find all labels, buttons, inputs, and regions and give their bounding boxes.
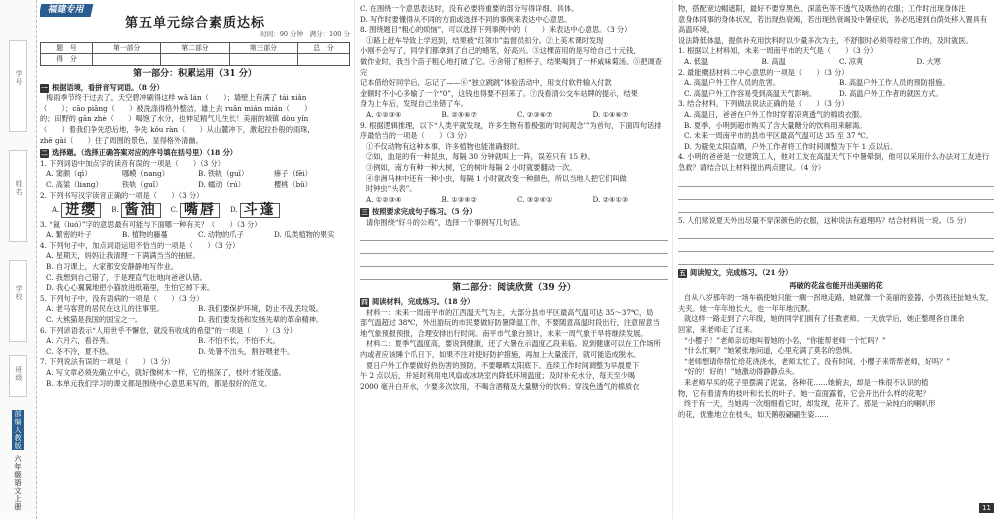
question: 6. 下列谚语表示“人用世乎不懈怠，就没有收成的希望”的一项是（ ）（3 分） [40,325,297,335]
score-header: 第二部分 [161,42,229,54]
option[interactable]: D. 我们要发扬和发扬先辈的革命精神。 [198,315,324,325]
school-box[interactable] [9,260,27,342]
material-line: 设法降低体温，提供补充用饮料时以少量多次为主，不舒服时必须等经常工作的，及时就医。 [678,35,973,45]
pinyin-line: （ ）着我们争先恐后地，争先 kǒu ràn（ ）从山麓冲下，激起拉扑般的雨珠， [40,124,315,134]
pinyin-line: zhè gài（ ）住了周围的景色，显得格外清幽。 [40,135,203,145]
question: 4. 下列句子中，加点词语运用不恰当的一项是（ ）（3 分） [40,240,240,250]
option[interactable]: C. 凉爽 [839,56,864,66]
question: 1. 根据以上材料知，未来一周南平市的天气是（ ）（3 分） [678,46,878,56]
story-line: “老师想请你帮忙给花浇浇水，老师太忙了，没有时间，小樱子来帮帮老师，好吗？” [684,356,951,366]
option[interactable]: D. 为避免太阳直晒，户外工作者将工作时间调整为下午 1 点以后。 [684,141,898,151]
box-word: 迸缨 [61,203,101,218]
pinyin-line: （ ）；cāo piāng（ ）被洗涤得格外整洁，雄上去 ruǎn mián mián（ ） [40,103,312,113]
option[interactable]: B. 植物的藤蔓 [122,230,168,240]
score-header: 第三部分 [229,42,297,54]
score-header: 总 分 [298,42,350,54]
word-box-c[interactable] [171,203,220,218]
section-2-title: 选择题。（选择正确答案对应的序号填在括号里）（18 分） [52,148,237,158]
item-line: ①路上赶车导致上学迟到，结果被“红领巾”监督员扣分。②上美术课时发现 [366,35,604,45]
page-number: 11 [979,503,994,513]
item-line: ③例如，南方有种一种大树，它的树叶每隔 2 小时就要翻动一次。 [366,162,577,172]
question: 7. 下列说法有误的一项是（ ）（3 分） [40,357,175,367]
option[interactable]: D. 高温户外工作者的就医方式。 [839,88,943,98]
option[interactable]: D. 蠕动（rú） [198,179,245,189]
material-line: 部气温超过 38℃，外出游玩的市民要做好防暑降温工作，不要随意高温时段出行，注意留意当 [360,318,660,328]
student-id-label: 学号 [15,70,23,86]
option[interactable]: A. 老马客营的居民在这儿的往事里。 [46,304,164,314]
section-number: 二 [41,149,48,158]
section-5-header [678,268,994,279]
option[interactable]: B. 铁轨（guǐ） [198,169,249,179]
school-label: 学校 [15,285,23,301]
material-line: 内或者应该睡个爪日下，如果不注对使好防护措施，再加上大量流汗，就可能造成脱水。 [360,350,641,360]
option[interactable]: D. 瓜类植物的果实 [274,230,335,240]
option[interactable]: A. 窦颇（qì） [46,169,92,179]
options [40,336,350,357]
option[interactable]: D. 写作时要懂得从不同的方面或选择不同的事例来表达中心意思。 [360,14,572,24]
box-label: B. [111,206,119,215]
option[interactable]: D. 处暑不出头，割谷喂老牛。 [198,346,295,356]
answer-line[interactable] [678,177,994,187]
word-box-a[interactable] [52,203,101,218]
question: 3. “氤（luó）”字的意思最有可能与下面哪一种有关？（ ）（3 分） [40,219,262,229]
options [678,78,994,99]
answer-line[interactable] [360,270,668,280]
box-label: D. [230,206,238,215]
story-line: “好的！好的！”她激动得静静点头。 [684,367,800,377]
story-line: 来老师早买的花子里摆满了泥盆，各种花……她俯去，却是一株很不认识的植 [684,378,929,388]
option[interactable]: A. 写文章必须先确立中心，就好像树木一样，它的根深了，枝叶才能茂盛。 [46,368,286,377]
option[interactable]: D. ②④①③ [592,194,629,204]
option[interactable]: D. 大寒 [916,56,941,66]
option[interactable]: C. 在围绕一个意思表达时，没有必要将重要的部分写得详细、具体。 [360,4,579,13]
option[interactable]: B. ①③④② [441,194,478,204]
option[interactable]: A. 高温日，爸爸在户外工作时穿着凉爽透气的棉质衣服。 [684,109,867,119]
question: 3. 结合材料，下列做法说法正确的是（ ）（3 分） [678,99,849,109]
answer-line[interactable] [678,255,994,265]
option[interactable]: B. ②⑤⑥⑦ [441,109,478,119]
option[interactable]: D. 我心心翼翼地把小猫放进纸箱里，生怕它掉下来。 [46,283,215,293]
option[interactable]: A. ①②③④ [366,194,402,204]
answer-line[interactable] [678,190,994,200]
prompt: 请你围绕“好斗的公鸡”，选择一个事例写几句话。 [366,217,525,227]
option[interactable]: C. 我想到自己错了，于是理直气壮地向爸爸认错。 [46,272,207,282]
box-word: 酱油 [121,203,161,218]
page-fold-2 [672,0,673,519]
question: 4. 小明的爸爸是一位建筑工人，他对工友在高温天气下中暑晕倒，他可以采用什么办法对工友进行急救？请结合以上材料提出两点建议。（4 分） [678,152,990,172]
story-line: 回家，来老师走了过来。 [678,325,758,335]
option[interactable]: A. 低温 [684,56,709,66]
option[interactable]: C. 未来一周南平市的县市平区最高气温可达 35 至 37 ℃。 [684,131,874,141]
edition-tag: 部编人教版 [12,410,24,450]
option[interactable]: B. 自习课上，大家都安安静静地写作业。 [46,262,179,272]
story-title: 再破的花盆也能开出美丽的花 [789,280,883,290]
section-number: 三 [361,208,368,217]
item-line: 小刚不会写了，同学们都拿到了自己的蜡笔，好高兴。③这棵苗用的是写给自己十元钱， [360,46,641,56]
option[interactable]: C. 冬不冷，夏不热。 [46,346,114,356]
item-line: 记本借给好同学后，忘记了——⑥“独立跳跳”体验活动中，用支付软件输入付款 [360,78,612,88]
name-label: 姓名 [15,180,23,196]
question: 9. 根据逻辑推理，以下“人类平就发现，许多生物有着极强的‘时间观念’”为首句，下面四句话排序最恰当的一项是（ ）（3 分） [360,120,662,141]
class-label: 班级 [15,366,23,382]
material-line: 材料二：夏季气温度高，要说到健康，还了大暑在示温度乙段来临。说到健康可以在工作场所 [366,339,661,349]
story-line: 终于有一天，当她再一次细细看它时，却发现，花开了。那是一朵纯白的喇叭形 [684,399,936,409]
question: 2. 最能概括材料二中心意思的一项是（ ）（3 分） [678,67,849,77]
box-word: 斗蓬 [240,203,280,218]
options [678,57,994,68]
story-line: “小樱子！”老师亲切地叫着她的小名，“你能帮老师一个忙吗？” [684,335,886,345]
material-line: 地气象预报预报，合理安排出行时间。南平市气象台预计，未来一周气象干旱将继续发展。 [360,328,648,338]
answer-line[interactable] [678,242,994,252]
section-1-header [40,83,350,94]
option: 铁轨（guǐ） [122,179,163,189]
score-header: 题 号 [41,42,93,54]
option[interactable]: A. 星期天，妈妈让我清理一下满满当当的抽屉。 [46,251,200,261]
section-2-header [40,148,350,159]
answer-line[interactable] [360,244,668,254]
item-line: ②如，血是的有一种昆虫，每隔 30 分钟就叫上一阵，误差只有 15 秒。 [366,152,595,162]
option[interactable]: C. 大熊猫是我国的国宝之一。 [46,315,143,325]
option: 瘆子（fěi） [274,169,312,179]
answer-line[interactable] [360,231,668,241]
part1-title: 第一部分：积累运用（31 分） [133,68,257,79]
question: 8. 围绕题目“粗心的烦恼”，可以选择下列事例中的（ ）来表达中心意思。（3 分） [360,25,632,35]
option[interactable]: C. ②③⑥⑦ [517,109,553,119]
item-line: 金额时不小心多输了一个“0”，这钱也得要不回来了。⑦没看清公交车站牌的提示，结果 [360,88,638,98]
option[interactable]: B. 高温户外工作人员的预防措施。 [839,78,950,88]
section-1-title: 根据语境，看拼音写词语。（8 分） [52,82,164,92]
question: 2. 下列书写汉字读音正确的一项是（ ）（3 分） [40,190,204,200]
section-number: 一 [41,83,48,92]
option[interactable]: B. 夏季，小明到超市购买了含大量糖分的饮料用来解渴。 [684,120,867,130]
section-number: 四 [361,298,368,307]
story-line: 就这样一路走到了六年级，她的同学们拥有了任教老师。一天放学后，她正整理各自课余 [684,314,965,324]
region-tag: 福建专用 [40,4,93,17]
option[interactable]: C. 高温户外工作容易受到高温天气影响。 [684,88,817,98]
item-line: 身为上车后，发现自己坐错了车。 [360,99,468,109]
option[interactable]: B. 高温 [761,56,786,66]
material-line: 意身体同事的身体状况，若出现热衰竭，若出现热衰竭及中暑症状，务必迅速到自荫处移入置具有高温环境， [678,14,988,35]
option[interactable]: A. 六月六，看谷秀。 [46,336,114,346]
score-cell[interactable] [92,54,160,66]
option[interactable]: B. 本单元我们学习的课文都是围绕中心意思来写的，都是很好的范文。 [46,378,272,388]
option[interactable]: C. 高粱（liang） [46,179,103,189]
score-row-label: 得 分 [41,54,93,66]
question: 5. 下列句子中，没有语病的一项是（ ）（3 分） [40,293,204,303]
page-title: 第五单元综合素质达标 [124,15,265,31]
answer-line[interactable] [678,203,994,213]
option[interactable]: A. ①②③④ [366,109,402,119]
score-header: 第一部分 [92,42,160,54]
option[interactable]: D. ①④⑥⑦ [592,109,629,119]
option: 哪蟆（nang） [122,169,169,179]
option[interactable]: C. ③②④① [517,194,553,204]
score-cell[interactable] [161,54,229,66]
option[interactable]: B. 我们要保护环境，防止不乱丢垃圾。 [198,304,323,314]
section-4-title: 阅读材料，完成练习。（18 分） [372,297,475,307]
material-line: 夏日户外工作要做好热伤害的预防，不要曝晒太阳底下。连续工作时间调整为早晨夏下 [366,360,640,370]
material-line: 物，搭配宽边帽遮阳，最好不要穿黑色、深蓝色等不透气及吸热的衣服；工作时出现身体注 [678,4,966,13]
story-line: “什么忙啊？”她紧张地问道，心里充满了莫名的恐惧。 [684,346,857,356]
option[interactable]: B. 不怕不长，不怕不大。 [198,336,280,346]
options [40,169,350,190]
options [40,230,350,241]
answer-line[interactable] [678,229,994,239]
name-box[interactable] [9,150,27,242]
time-score-meta: 时间：90 分钟 满分：100 分 [260,30,350,39]
section-5-title: 阅读短文，完成练习。（21 分） [690,268,793,278]
story-line: 自从八岁那年的一场车祸使她只能一瘸一拐地走路，她就像一个美丽的瓷器，小男孩还扯她头发， [684,293,994,303]
item-line: ④非洲马林中还有一种小虫，每隔 1 小时就改变一种颜色，所以当地人把它们叫做 [366,173,627,183]
box-word: 嘴唇 [180,203,220,218]
question: 5. 人们常说夏天外出尽量不穿深颜色的衣服，这种说法有道理吗？结合材料说一说。（5 分） [678,215,971,225]
score-cell[interactable] [229,54,297,66]
option: 樱桃（bǔ） [274,179,312,189]
word-box-d[interactable] [230,203,280,218]
section-4-header [360,297,668,308]
pinyin-line: 的；田野的 gān zhè（ ）喝饱了水分，也伸足精气儿生长！美丽的城镇 dòu yǐn [40,114,309,124]
column-1 [40,0,350,519]
options [40,304,350,325]
word-box-b[interactable] [111,203,160,218]
item-line: ①不仅动物有这种本事，许多植物也能准确报时。 [366,141,525,151]
binding-margin [0,0,37,519]
item-line: 做作业时，我当个苗子粗心地打破了它。④舍错了相杯子，结果喝到了一杯咸味菊汤。⑤把调查完 [360,56,662,77]
story-line: 物，它有着清秀的枝叶和长长的叶子。她一直面露着，它会开出什么样的花呢？ [678,388,930,398]
score-cell[interactable] [298,54,350,66]
item-line: 时钟虫“头表”。 [366,184,417,194]
story-line: 的花，优雅地立在枝头，如天鹅般翩翩生姿…… [678,409,829,419]
grade-tag: 六年级 语文 上册 [14,454,22,511]
column-2 [360,0,668,519]
student-id-box[interactable] [9,40,27,132]
box-label: C. [170,206,178,215]
option[interactable]: C. 动物的爪子 [198,230,244,240]
option[interactable]: A. 高温户外工作人员的危害。 [684,78,781,88]
options [360,195,668,206]
word-boxes [52,203,350,218]
page-fold-1 [354,0,355,519]
box-label: A. [52,206,60,215]
section-3-title: 按照要求完成句子练习。（5 分） [372,207,477,217]
options [360,110,668,121]
material-line: 午 2 点以后，并延时利用电风扇或冰块室内降低环境温度；及时补充水分，每天至少喝 [360,371,636,381]
part2-title: 第二部分：阅读欣赏（39 分） [452,283,576,294]
pinyin-line: 梅雨季节终于过去了，天空碧冲刷得这样 wā lán（ ）；墙壁上有满了 tái xiǎn [46,93,307,103]
story-line: 夫夹。她一年年地长大，也一年年地沉默。 [678,303,815,313]
material-line: 材料一：未来一周南平市的江西温天气为主，大部分县市平区最高气温可达 35～37℃，局 [366,307,654,317]
section-number: 五 [679,269,686,278]
answer-line[interactable] [360,257,668,267]
question: 1. 下列词语中加点字的读音有误的一项是（ ）（3 分） [40,158,225,168]
column-3 [678,0,994,519]
option[interactable]: A. 繁密的叶子 [46,230,92,240]
material-line: 2000 毫升白开水，少要多次饮用，不喝含酒精及大量糖分的饮料；穿浅色透气的棉质衣 [360,381,640,391]
score-table [40,42,350,66]
section-3-header [360,207,668,218]
